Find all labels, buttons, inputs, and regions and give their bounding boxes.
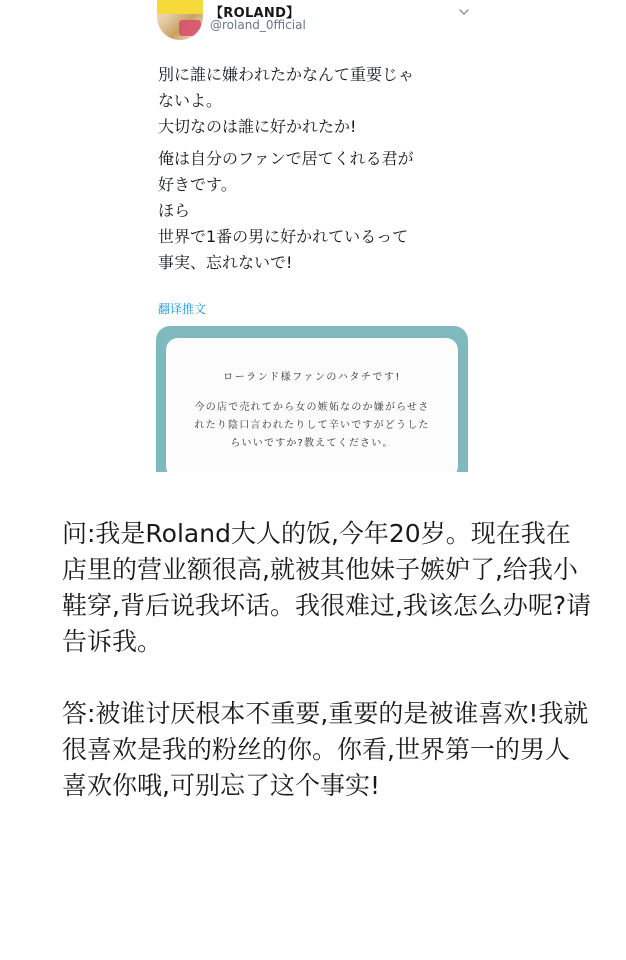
display-name[interactable]: 【ROLAND】: [210, 6, 300, 21]
answer-text: 答:被谁讨厌根本不重要,重要的是被谁喜欢!我就很喜欢是我的粉丝的你。你看,世界第一的男人喜欢你哦,可别忘了这个事实!: [62, 699, 589, 800]
tweet-paragraph-1: 別に誰に嫌われたかなんて重要じゃ ないよ。 大切なのは誰に好かれたか!: [158, 65, 415, 136]
translate-tweet-link[interactable]: 翻译推文: [158, 302, 207, 316]
tweet-card: [148, 0, 484, 472]
image-text-line: 今の店で売れてから女の嫉妬なのか嫌がらせさ: [194, 402, 430, 413]
attached-image[interactable]: [156, 326, 468, 472]
image-note: [166, 338, 458, 472]
tweet-text: [158, 62, 474, 282]
user-handle[interactable]: @roland_0fficial: [210, 18, 306, 32]
chevron-down-icon[interactable]: [458, 6, 470, 18]
image-text-line: れたり陰口言われたりして辛いですがどうした: [194, 420, 430, 431]
avatar[interactable]: [157, 0, 203, 40]
tweet-paragraph-2: 俺は自分のファンで居てくれる君が 好きです。 ほら 世界で1番の男に好かれているって 事実、忘れないで!: [158, 149, 414, 272]
translation-block: [62, 516, 592, 804]
question-text: 问:我是Roland大人的饭,今年20岁。现在我在店里的营业额很高,就被其他妹子嫉妒了,给我小鞋穿,背后说我坏话。我很难过,我该怎么办呢?请告诉我。: [62, 519, 592, 656]
image-text-line: ローランド様ファンのハタチです!: [223, 372, 401, 383]
image-text-line: らいいですか?教えてください。: [230, 438, 394, 449]
